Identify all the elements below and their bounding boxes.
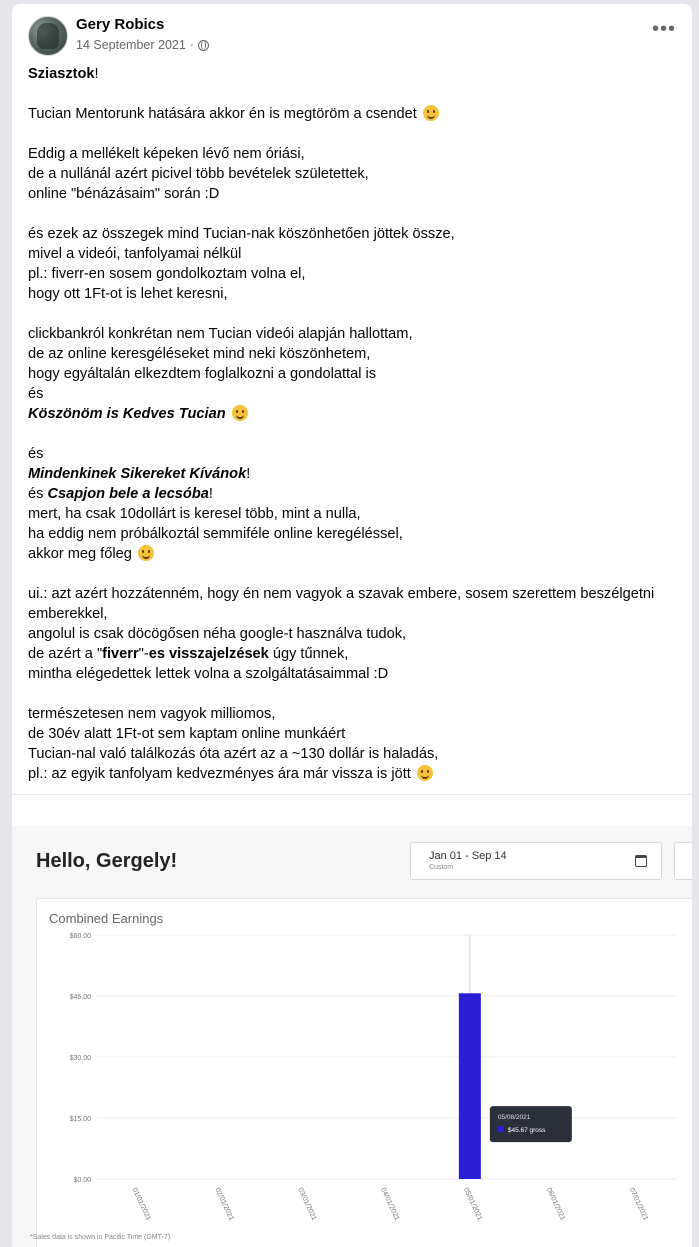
avatar[interactable] [28, 16, 68, 56]
meta-separator: · [189, 38, 194, 52]
post-line [28, 364, 678, 384]
post-line [28, 104, 678, 124]
post-line [28, 564, 678, 584]
y-tick-label: $0.00 [73, 1177, 91, 1184]
post-line [28, 444, 678, 464]
post-line [28, 544, 678, 564]
post-line [28, 84, 678, 104]
text-segment: "- [138, 646, 149, 662]
text-segment: es visszajelzések [148, 646, 269, 662]
text-segment: és [28, 386, 44, 402]
text-segment: hogy egyáltalán elkezdtem foglalkozni a gondolattal is [28, 366, 377, 382]
text-segment: úgy tűnnek, [268, 646, 349, 662]
text-segment: de az online keresgéléseket mind neki köszönhetem, [28, 346, 371, 362]
x-tick-label: 01/01/2021 [130, 1186, 152, 1222]
text-segment: fiverr [102, 646, 139, 662]
post-line [28, 184, 678, 204]
date-range-mode: Custom [429, 864, 454, 871]
y-tick-label: $30.00 [69, 1055, 91, 1062]
post-line [28, 584, 678, 604]
panel-title: Combined Earnings [49, 911, 164, 926]
post-line [28, 524, 678, 544]
text-segment: Eddig a mellékelt képeken lévő nem óriási, [28, 146, 305, 162]
tooltip [490, 1106, 572, 1142]
post-line [28, 324, 678, 344]
text-segment: mert, ha csak 10dollárt is keresel több, mint a nulla, [28, 506, 361, 522]
cropped-control [674, 842, 692, 880]
post-line [28, 424, 678, 444]
facebook-post-card [12, 4, 692, 1247]
post-line [28, 204, 678, 224]
x-tick-label: 03/01/2021 [296, 1186, 318, 1222]
calendar-icon [635, 855, 647, 867]
tooltip-value: $45.67 gross [507, 1127, 546, 1135]
text-segment: Köszönöm is Kedves Tucian [28, 406, 226, 422]
post-meta [76, 38, 209, 52]
text-segment: emberekkel, [28, 606, 108, 622]
text-segment: de a nullánál azért picivel több bevételek születettek, [28, 166, 369, 182]
post-line [28, 124, 678, 144]
text-segment: ! [208, 486, 213, 502]
text-segment: ! [246, 466, 251, 482]
text-segment: online "bénázásaim" során :D [28, 186, 220, 202]
y-tick-label: $15.00 [69, 1116, 91, 1123]
dashboard-greeting: Hello, Gergely! [36, 850, 178, 872]
post-line [28, 164, 678, 184]
text-segment: Tucian-nal való találkozás óta azért az a ~130 dollár is haladás, [28, 746, 439, 762]
post-line [28, 144, 678, 164]
more-options-icon[interactable]: ••• [651, 18, 676, 40]
text-segment: Sziasztok [28, 66, 95, 82]
post-line [28, 644, 678, 664]
text-segment: ha eddig nem próbálkoztál semmiféle online keregéléssel, [28, 526, 403, 542]
text-segment: de azért a " [28, 646, 103, 662]
earnings-chart [37, 923, 687, 1247]
y-tick-label: $45.00 [69, 994, 91, 1001]
post-header [28, 16, 676, 60]
y-tick-label: $60.00 [69, 933, 91, 940]
post-line [28, 624, 678, 644]
earnings-panel [36, 898, 692, 1247]
text-segment: hogy ott 1Ft-ot is lehet keresni, [28, 286, 228, 302]
x-tick-label: 05/01/2021 [462, 1186, 484, 1222]
post-line [28, 404, 678, 424]
text-segment: akkor meg főleg [28, 546, 136, 562]
post-text [28, 64, 678, 784]
post-line [28, 384, 678, 404]
text-segment [226, 406, 230, 422]
author-name[interactable]: Gery Robics [76, 16, 165, 33]
text-segment: pl.: az egyik tanfolyam kedvezményes ára már vissza is jött [28, 766, 415, 782]
x-tick-label: 06/01/2021 [544, 1186, 567, 1222]
globe-icon[interactable] [198, 40, 209, 51]
post-line [28, 684, 678, 704]
text-segment: Tucian Mentorunk hatására akkor én is megtöröm a csendet [28, 106, 421, 122]
post-line [28, 664, 678, 684]
post-line [28, 304, 678, 324]
text-segment: és [28, 446, 44, 462]
post-line [28, 504, 678, 524]
text-segment: mintha elégedettek lettek volna a szolgáltatásaimmal :D [28, 666, 389, 682]
divider [12, 794, 692, 795]
x-tick-label: 07/01/2021 [627, 1186, 649, 1222]
tooltip-date: 05/08/2021 [497, 1114, 531, 1122]
post-line [28, 604, 678, 624]
text-segment: ui.: azt azért hozzátenném, hogy én nem vagyok a szavak embere, sosem szerettem beszélgetni [28, 586, 655, 602]
tooltip-swatch [498, 1126, 504, 1132]
post-line [28, 244, 678, 264]
smiling-face-emoji [417, 765, 433, 781]
text-segment: clickbankról konkrétan nem Tucian videói alapján hallottam, [28, 326, 413, 342]
attached-image[interactable] [12, 826, 692, 1247]
x-tick-label: 02/01/2021 [213, 1186, 235, 1222]
post-line [28, 224, 678, 244]
post-line [28, 744, 678, 764]
post-line [28, 464, 678, 484]
post-line [28, 64, 678, 84]
post-line [28, 344, 678, 364]
text-segment: Mindenkinek Sikereket Kívánok [28, 466, 247, 482]
text-segment: és [28, 486, 48, 502]
text-segment: ! [94, 66, 99, 82]
smiling-face-emoji [138, 545, 154, 561]
text-segment: természetesen nem vagyok milliomos, [28, 706, 276, 722]
text-segment: és ezek az összegek mind Tucian-nak köszönhetően jöttek össze, [28, 226, 455, 242]
text-segment: angolul is csak döcögősen néha google-t használva tudok, [28, 626, 407, 642]
post-line [28, 764, 678, 784]
post-date[interactable]: 14 September 2021 [76, 38, 186, 52]
timezone-footnote: *Sales data is shown in Pacific Time (GMT-7). [30, 1234, 172, 1241]
x-tick-label: 04/01/2021 [379, 1186, 401, 1222]
post-line [28, 284, 678, 304]
post-line [28, 724, 678, 744]
text-segment: mivel a videói, tanfolyamai nélkül [28, 246, 242, 262]
date-range-value: Jan 01 - Sep 14 [429, 850, 507, 862]
smiling-face-emoji [232, 405, 248, 421]
post-line [28, 264, 678, 284]
bar [459, 993, 481, 1179]
date-range-picker [410, 842, 662, 880]
text-segment: Csapjon bele a lecsóba [47, 486, 209, 502]
grinning-face-emoji [423, 105, 439, 121]
text-segment: de 30év alatt 1Ft-ot sem kaptam online munkáért [28, 726, 346, 742]
post-line [28, 704, 678, 724]
text-segment: pl.: fiverr-en sosem gondolkoztam volna el, [28, 266, 306, 282]
post-line [28, 484, 678, 504]
